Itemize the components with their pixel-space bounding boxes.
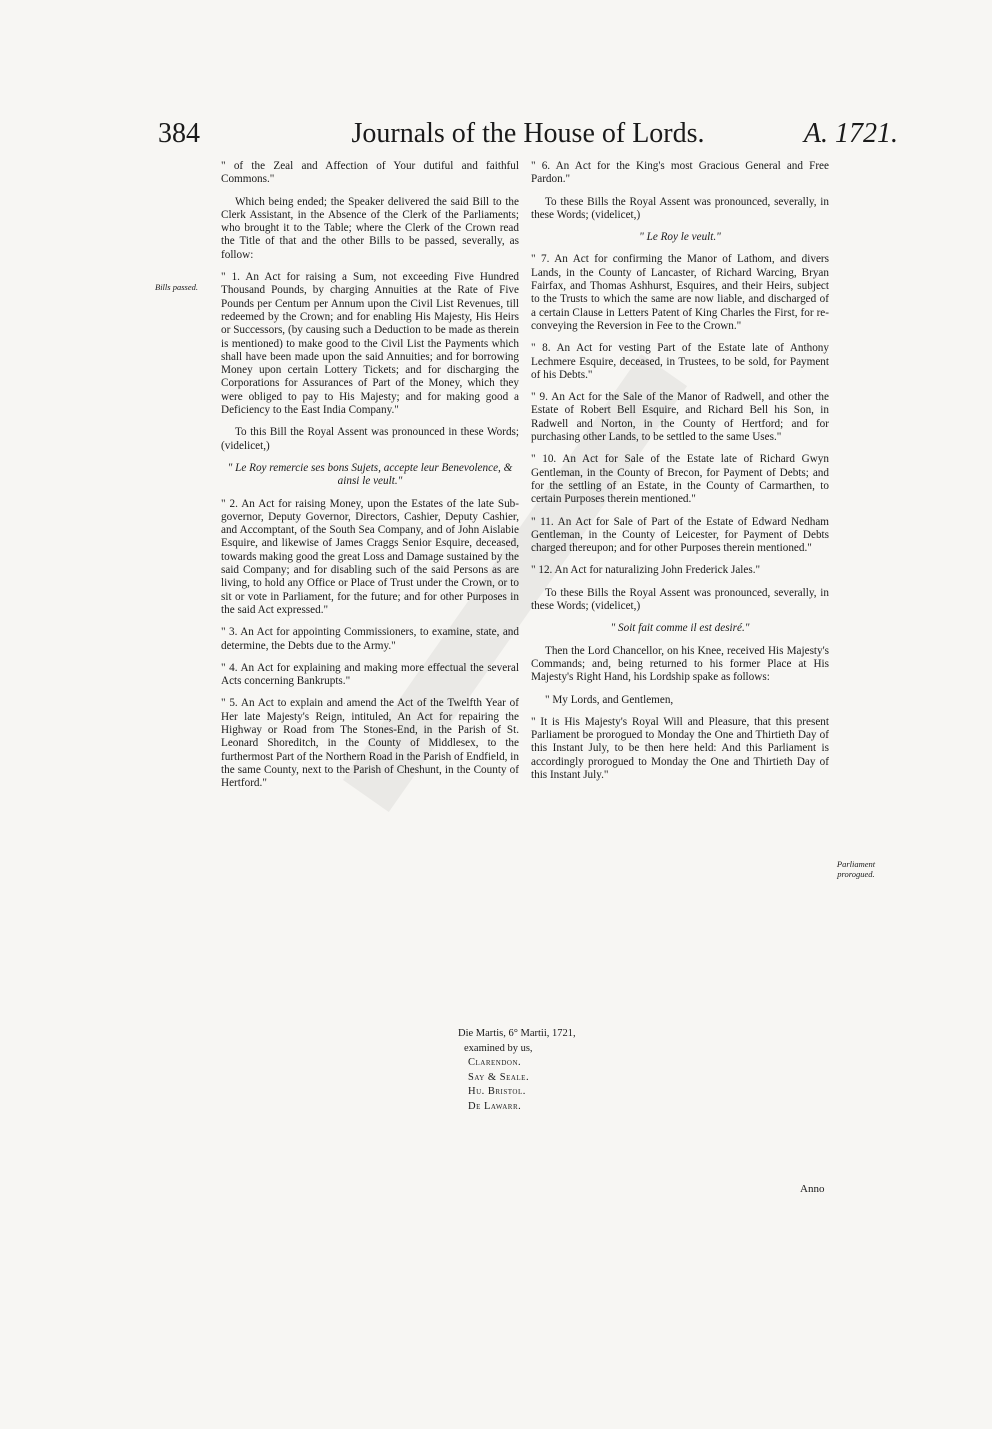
royal-assent-formula: " Le Roy remercie ses bons Sujets, accepte leur Benevolence, & ainsi le veult." (227, 461, 513, 488)
running-title: Journals of the House of Lords. (351, 118, 705, 149)
margin-note-parliament-prorogued: Parliament prorogued. (836, 859, 876, 879)
paragraph: Then the Lord Chancellor, on his Knee, received His Majesty's Commands; and, being returned to his former Place at His Majesty's Right Hand, his Lordship spake as follows: (531, 644, 829, 684)
act-11: " 11. An Act for Sale of Part of the Estate of Edward Nedham Gentleman, in the County of Leicester, for Payment of Debts charged thereupon; and for other Purposes therein mentioned." (531, 515, 829, 555)
act-6: " 6. An Act for the King's most Gracious General and Free Pardon." (531, 160, 829, 186)
act-3: " 3. An Act for appointing Commissioners, to examine, state, and determine, the Debts due to the Army." (221, 626, 519, 652)
signature-examined: examined by us, (464, 1042, 533, 1054)
signatory: Clarendon. (468, 1057, 522, 1068)
signature-block (420, 1027, 620, 1114)
act-9: " 9. An Act for the Sale of the Manor of Radwell, and other the Estate of Robert Bell Esquire, and Richard Bell his Son, in Radwell and Norton, in the County of Hertford; and for purchasing other Lands, to be settled to the same Uses." (531, 391, 829, 444)
royal-assent-formula: " Soit fait comme il est desiré." (610, 622, 750, 635)
act-10: " 10. An Act for Sale of the Estate late of Richard Gwyn Gentleman, in the County of Brecon, for Payment of Debts; and for the settling of an Estate, in the County of Carmarthen, to certain Purposes therein mentioned." (531, 453, 829, 506)
act-1: " 1. An Act for raising a Sum, not exceeding Five Hundred Thousand Pounds, by charging Annuities at the Rate of Five Pounds per Centum per Annum upon the Civil List Revenues, till redeemed by the Crown; and for enabling His Majesty, His Heirs or Successors, (by causing such a Deduction to be made as therein is mentioned) to make good to the Civil List the Payments which shall have been made upon the said Annuities; and for borrowing Money upon certain Lottery Tickets; and for discharging the Corporations for Assurances of Part of the Money, which they were obliged to pay to His Majesty; and for making good a Deficiency to the East India Company." (221, 271, 519, 417)
signatory: Hu. Bristol. (468, 1086, 526, 1097)
left-column (221, 160, 519, 799)
act-2: " 2. An Act for raising Money, upon the Estates of the late Sub-governor, Deputy Governor, Directors, Cashier, Deputy Cashier, and Accomptant, of the South Sea Company, and of John Aislabie Esquire, and likewise of James Craggs Senior Esquire, deceased, towards making good the great Loss and Damage sustained by the said Company; and for disabling such of the said Persons as are living, to hold any Office or Place of Trust under the Crown, or to sit or vote in Parliament, for the future; and for other Purposes in the said Act expressed." (221, 497, 519, 616)
speech-salutation: " My Lords, and Gentlemen, (545, 693, 674, 706)
royal-assent-statement: To this Bill the Royal Assent was pronounced in these Words; (videlicet,) (221, 426, 519, 452)
royal-assent-formula: " Le Roy le veult." (639, 231, 721, 244)
signature-date: Die Martis, 6° Martii, 1721, (458, 1028, 576, 1039)
royal-assent-statement: To these Bills the Royal Assent was pronounced, severally, in these Words; (videlicet,) (531, 586, 829, 613)
speech-text: " It is His Majesty's Royal Will and Pleasure, that this present Parliament be prorogued to Monday the One and Thirtieth Day of this Instant July, to be then here held: And this Parliament is accordingly prorogued to Monday the One and Thirtieth Day of this Instant July." (531, 715, 829, 781)
margin-note-bills-passed: Bills passed. (155, 282, 198, 292)
royal-assent-statement: To these Bills the Royal Assent was pronounced, severally, in these Words; (videlicet,) (531, 195, 829, 221)
page-number: 384 (158, 118, 200, 149)
paragraph: " of the Zeal and Affection of Your dutiful and faithful Commons." (221, 160, 519, 186)
catchword: Anno (800, 1183, 825, 1195)
right-column (531, 160, 829, 791)
paragraph: Which being ended; the Speaker delivered the said Bill to the Clerk Assistant, in the Absence of the Clerk of the Parliaments; who brought it to the Table; where the Clerk of the Crown read the Title of that and the other Bills to be passed, severally, as follow: (221, 195, 519, 261)
act-4: " 4. An Act for explaining and making more effectual the several Acts concerning Bankrupts." (221, 661, 519, 688)
act-8: " 8. An Act for vesting Part of the Estate late of Anthony Lechmere Esquire, deceased, in Trustees, to be sold, for Payment of his Debts." (531, 342, 829, 381)
signatory: Say & Seale. (468, 1071, 530, 1083)
page-header (158, 118, 898, 158)
signatory: De Lawarr. (468, 1100, 522, 1112)
act-12: " 12. An Act for naturalizing John Frederick Jales." (531, 564, 761, 577)
act-5: " 5. An Act to explain and amend the Act of the Twelfth Year of Her late Majesty's Reign, intituled, An Act for repairing the Highway or Road from The Stones-End, in the Parish of St. Leonard Shoreditch, in the County of Middlesex, to the furthermost Part of the Northern Road in the Parish of Endfield, in the same County, next to the Parish of Cheshunt, in the County of Hertford." (221, 697, 519, 790)
act-7: " 7. An Act for confirming the Manor of Lathom, and divers Lands, in the County of Lancaster, of Richard Warcing, Bryan Fairfax, and Thomas Ashhurst, Esquires, and their Heirs, subject to the Trusts to which the same are now liable, and discharged of a certain Clause in Letters Patent of King Charles the First, for re-conveying the Reversion in Fee to the Crown." (531, 253, 829, 332)
running-year: A. 1721. (803, 118, 898, 149)
